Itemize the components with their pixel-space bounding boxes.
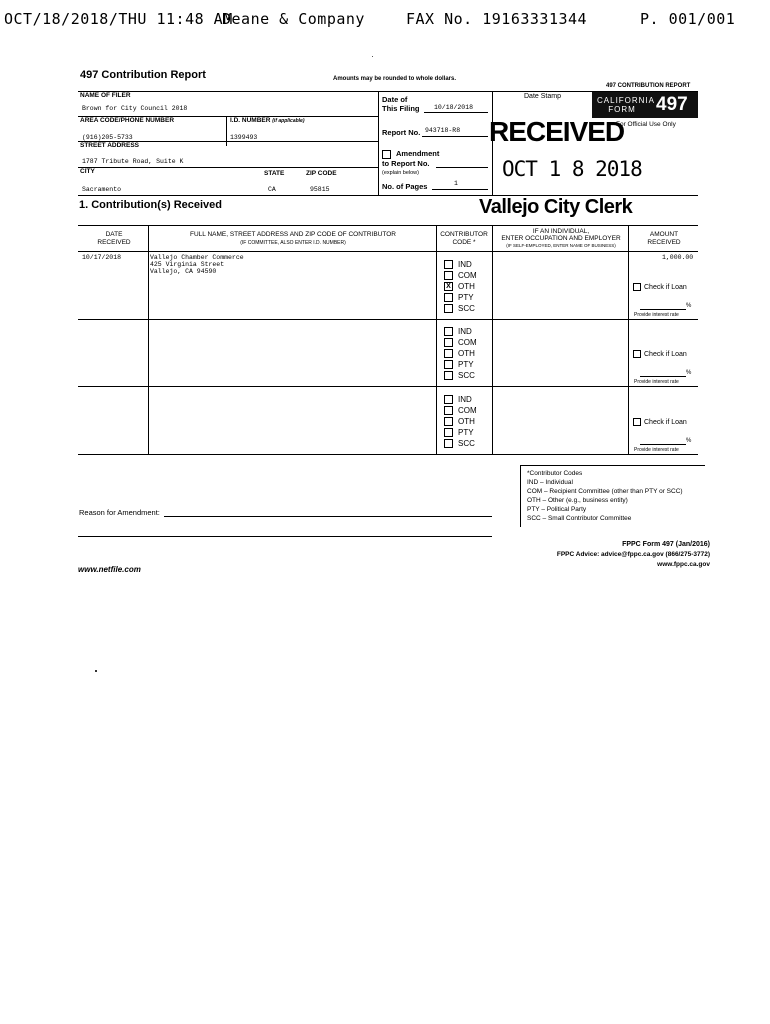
form-497-badge: CALIFORNIA FORM 497 (592, 92, 698, 118)
filer-name-label: NAME OF FILER (80, 92, 131, 99)
col-code-header: CONTRIBUTOR CODE * (440, 231, 488, 246)
code-checkbox[interactable] (444, 428, 453, 437)
code-checkbox-checked[interactable]: X (444, 282, 453, 291)
code-checkbox[interactable] (444, 395, 453, 404)
code-checkbox[interactable] (444, 327, 453, 336)
fax-page: P. 001/001 (640, 10, 736, 28)
netfile-link[interactable]: www.netfile.com (78, 565, 141, 574)
filing-date-label: Date of This Filing (382, 95, 420, 113)
filer-zip-label: ZIP CODE (306, 170, 337, 177)
amendment-report-label: to Report No. (382, 159, 430, 168)
date-stamp-label: Date Stamp (524, 93, 561, 100)
report-no-label: Report No. (382, 128, 421, 137)
filer-phone: (916)205-5733 (82, 134, 133, 141)
amendment-check[interactable] (382, 150, 391, 159)
amendment-note: (explain below) (382, 170, 419, 176)
filer-id-label: I.D. NUMBER (if applicable) (230, 117, 305, 124)
code-checkbox[interactable] (444, 293, 453, 302)
amendment-reason-field[interactable] (164, 516, 492, 517)
amendment-reason-label: Reason for Amendment: (79, 508, 160, 517)
filer-phone-label: AREA CODE/PHONE NUMBER (80, 117, 175, 124)
form-title: 497 Contribution Report (80, 69, 206, 81)
received-stamp: RECEIVED (489, 116, 625, 147)
section-title: 1. Contribution(s) Received (79, 199, 223, 211)
corner-label: 497 CONTRIBUTION REPORT (606, 83, 691, 89)
filer-city-label: CITY (80, 168, 95, 175)
interest-rate-label: Provide interest rate (634, 447, 679, 453)
col-amount-header: AMOUNT RECEIVED (647, 231, 681, 246)
col-name-header: FULL NAME, STREET ADDRESS AND ZIP CODE OF CONTRIBUTOR (IF COMMITTEE, ALSO ENTER I.D. NUMBER) (190, 231, 396, 246)
filer-street-label: STREET ADDRESS (80, 142, 139, 149)
filer-street: 1787 Tribute Road, Suite K (82, 158, 184, 165)
fax-number: FAX No. 19163331344 (406, 10, 588, 28)
rounding-note: Amounts may be rounded to whole dollars. (333, 76, 457, 82)
filer-name: Brown for City Council 2018 (82, 105, 188, 112)
pages-label: No. of Pages (382, 182, 428, 191)
check-if-loan[interactable]: Check if Loan (633, 283, 687, 291)
vallejo-city-clerk-stamp: Vallejo City Clerk (479, 196, 633, 218)
fax-company: Deane & Company (222, 10, 365, 28)
pages-count: 1 (454, 180, 458, 187)
code-checkbox[interactable] (444, 371, 453, 380)
row-codes: IND COM OTH PTY SCC (444, 326, 477, 381)
col-date-header: DATE RECEIVED (97, 231, 131, 246)
code-checkbox[interactable] (444, 271, 453, 280)
row-amount: 1,000.00 (662, 254, 694, 261)
code-checkbox[interactable] (444, 360, 453, 369)
amendment-checkbox[interactable]: Amendment (382, 149, 439, 159)
interest-rate-label: Provide interest rate (634, 379, 679, 385)
filing-date: 10/18/2018 (434, 104, 474, 111)
code-checkbox[interactable] (444, 417, 453, 426)
report-no: 943718-R8 (425, 127, 461, 134)
official-use-label: For Official Use Only (616, 121, 676, 128)
code-checkbox[interactable] (444, 349, 453, 358)
fppc-site: www.fppc.ca.gov (657, 561, 710, 568)
code-checkbox[interactable] (444, 406, 453, 415)
filer-zip: 95815 (310, 186, 330, 193)
received-date-stamp: OCT 1 8 2018 (502, 157, 642, 181)
check-if-loan[interactable]: Check if Loan (633, 418, 687, 426)
filer-state: CA (268, 186, 276, 193)
fppc-advice: FPPC Advice: advice@fppc.ca.gov (866/275-3772) (556, 551, 710, 558)
col-occupation-header: IF AN INDIVIDUAL, ENTER OCCUPATION AND EMPLOYER (IF SELF-EMPLOYED, ENTER NAME OF BUSINESS) (501, 228, 621, 248)
row-contributor: Vallejo Chamber Commerce 425 Virginia Street Vallejo, CA 94590 (150, 254, 244, 275)
row-date: 10/17/2018 (82, 254, 122, 261)
filer-city: Sacramento (82, 186, 122, 193)
filer-state-label: STATE (264, 170, 285, 177)
fax-datetime: OCT/18/2018/THU 11:48 AM (4, 10, 233, 28)
check-if-loan[interactable]: Check if Loan (633, 350, 687, 358)
form-id: FPPC Form 497 (Jan/2016) (622, 541, 710, 548)
code-checkbox[interactable] (444, 338, 453, 347)
row-codes: IND COM X OTH PTY SCC (444, 259, 477, 314)
scan-speck (95, 670, 97, 672)
scan-speck (372, 56, 373, 57)
filer-id: 1399493 (230, 134, 258, 141)
row-codes: IND COM OTH PTY SCC (444, 394, 477, 449)
code-checkbox[interactable] (444, 439, 453, 448)
interest-rate-label: Provide interest rate (634, 312, 679, 318)
contributor-codes-legend: *Contributor Codes IND – Individual COM – Recipient Committee (other than PTY or SCC) OTH – Other (e.g., business entity) PTY – Political Party SCC – Small Contributor Committee (520, 465, 705, 527)
code-checkbox[interactable] (444, 260, 453, 269)
code-checkbox[interactable] (444, 304, 453, 313)
